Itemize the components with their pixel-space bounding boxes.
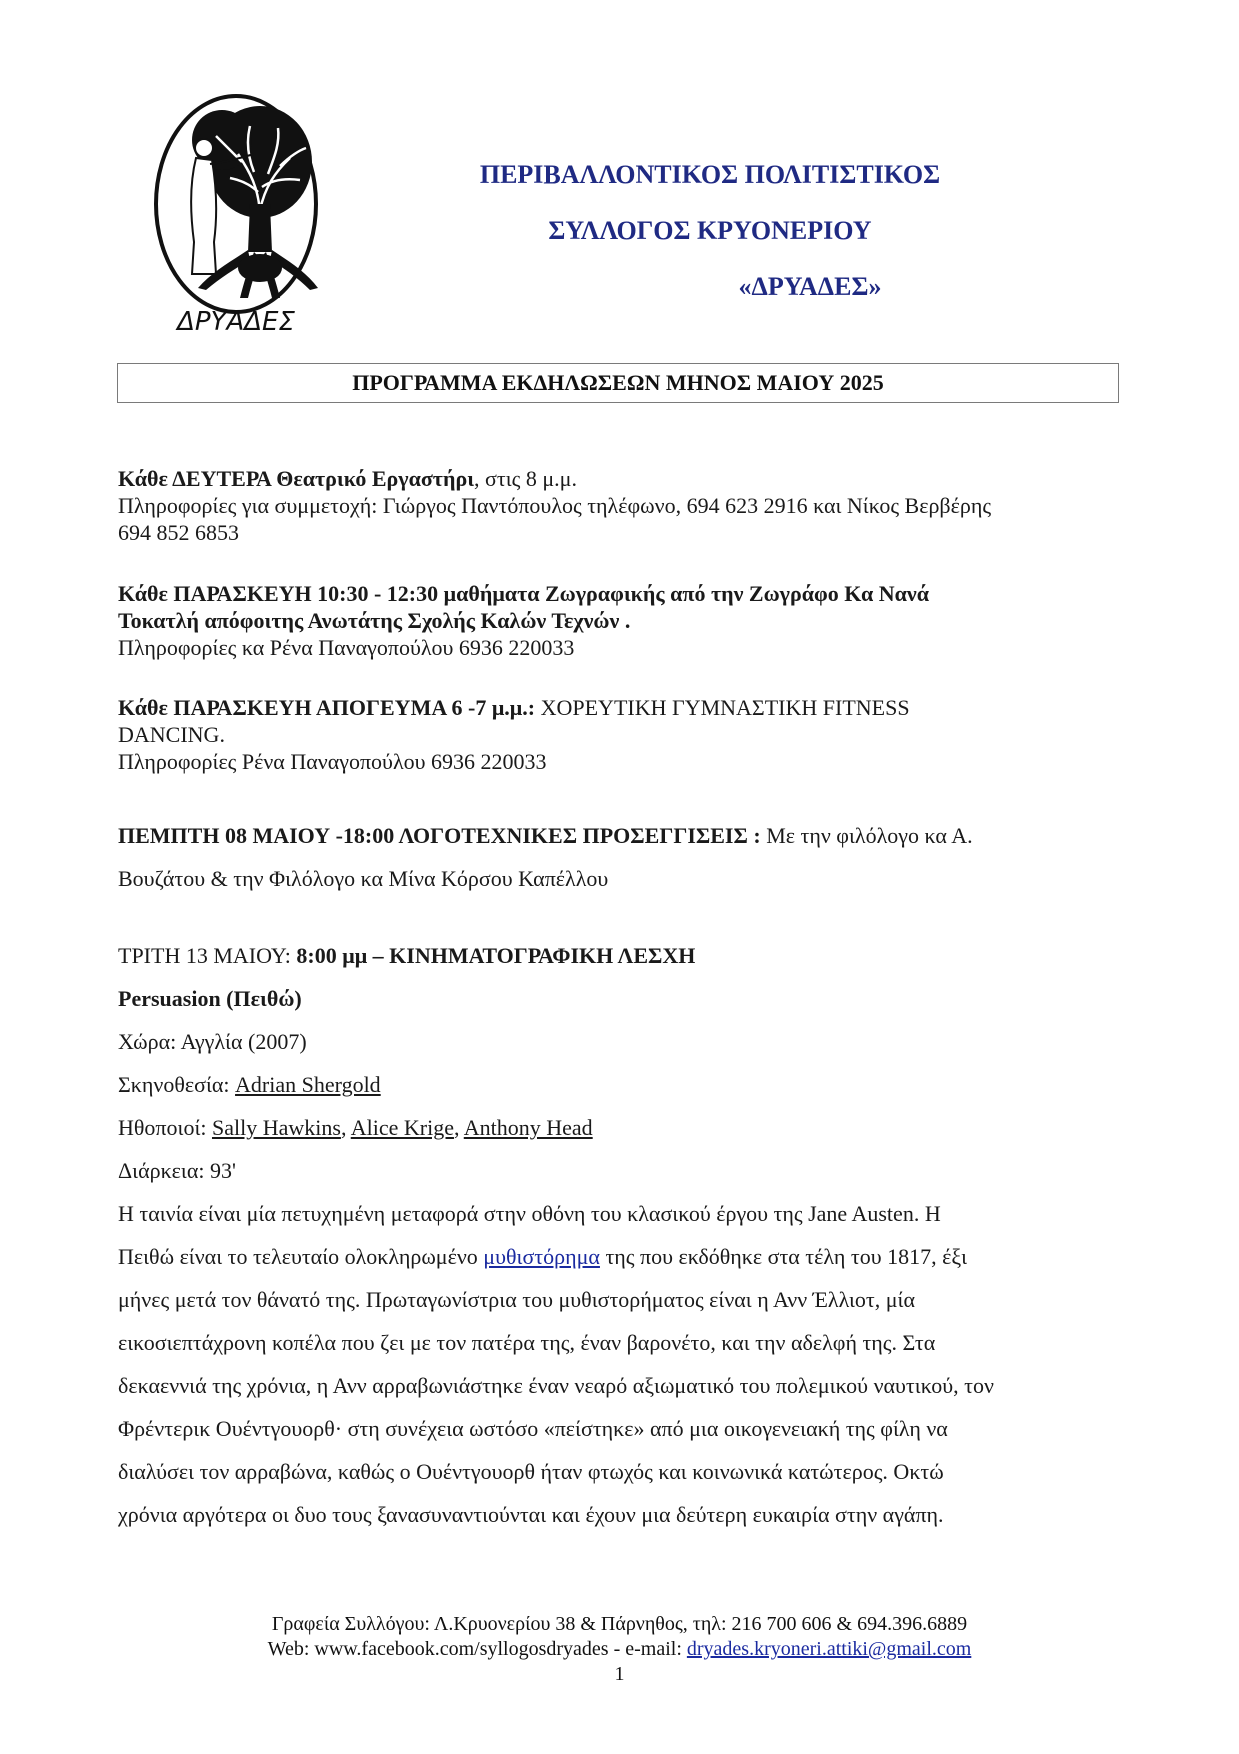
film-country: Χώρα: Αγγλία (2007): [118, 1029, 307, 1054]
actor-link-1[interactable]: Sally Hawkins: [211, 1115, 341, 1140]
film-description-line: δεκαεννιά της χρόνια, η Ανν αρραβωνιάστηκε έναν νεαρό αξιωματικό του πολεμικού ναυτικού, τον: [118, 1373, 994, 1398]
event-literature-speakers: Βουζάτου & την Φιλόλογο κα Μίνα Κόρσου Καπέλλου: [118, 866, 609, 891]
event-theatre-phone: 694 852 6853: [118, 520, 239, 545]
event-theatre-title-line: [118, 465, 1128, 492]
event-cinema: [118, 934, 1128, 1536]
event-dance-info: Πληροφορίες Ρένα Παναγοπούλου 6936 220033: [118, 749, 547, 774]
event-cinema-date: ΤΡΙΤΗ 13 ΜΑΙΟΥ:: [118, 943, 291, 968]
event-dance-activity-cont: DANCING.: [118, 722, 225, 747]
novel-link[interactable]: μυθιστόρημα: [483, 1244, 600, 1269]
film-description-line: Η ταινία είναι μία πετυχημένη μεταφορά στην οθόνη του κλασικού έργου της Jane Austen. Η: [118, 1201, 941, 1226]
event-theatre: [118, 465, 1128, 546]
org-name-line1: ΠΕΡΙΒΑΛΛΟΝΤΙΚΟΣ ΠΟΛΙΤΙΣΤΙΚΟΣ: [479, 160, 941, 189]
actor-separator: ,: [453, 1115, 464, 1140]
event-literature-title: ΠΕΜΠΤΗ 08 ΜΑΙΟΥ -18:00 ΛΟΓΟΤΕΧΝΙΚΕΣ ΠΡΟΣΕΓΓΙΣΕΙΣ :: [118, 823, 761, 848]
event-cinema-time: 8:00 μμ – ΚΙΝΗΜΑΤΟΓΡΑΦΙΚΗ ΛΕΣΧΗ: [290, 943, 696, 968]
event-theatre-info: Πληροφορίες για συμμετοχή: Γιώργος Παντόπουλος τηλέφωνο, 694 623 2916 και Νίκος Βερβέρης: [118, 493, 992, 518]
logo-text: ΔΡΥΑΔΕΣ: [177, 307, 295, 337]
event-literature-speaker: Με την φιλόλογο κα Α.: [760, 823, 973, 848]
dryades-logo: [150, 92, 322, 338]
page-footer: [0, 1612, 1239, 1687]
footer-email-link[interactable]: dryades.kryoneri.attiki@gmail.com: [686, 1638, 972, 1660]
film-duration: Διάρκεια: 93': [118, 1158, 236, 1183]
event-literature: [118, 814, 1128, 900]
film-director-label: Σκηνοθεσία:: [118, 1072, 236, 1097]
program-title: ΠΡΟΓΡΑΜΜΑ ΕΚΔΗΛΩΣΕΩΝ ΜΗΝΟΣ ΜΑΙΟΥ 2025: [117, 363, 1119, 403]
film-actors-label: Ηθοποιοί:: [118, 1115, 212, 1140]
film-director-link[interactable]: Adrian Shergold: [235, 1072, 381, 1097]
footer-address: Γραφεία Συλλόγου: Λ.Κρυονερίου 38 & Πάρνηθος, τηλ: 216 700 606 & 694.396.6889: [271, 1613, 968, 1635]
actor-link-3[interactable]: Anthony Head: [463, 1115, 593, 1140]
footer-web-line: [0, 1637, 1239, 1662]
event-painting-info: Πληροφορίες κα Ρένα Παναγοπούλου 6936 220033: [118, 635, 575, 660]
page-number: 1: [614, 1663, 625, 1685]
film-title: Persuasion (Πειθώ): [118, 986, 302, 1011]
film-description-line: εικοσιεπτάχρονη κοπέλα που ζει με τον πατέρα της, έναν βαρονέτο, και την αδελφή της. Στα: [118, 1330, 936, 1355]
event-dance: [118, 694, 1128, 775]
tree-woman-emblem: [150, 92, 322, 338]
film-description-line: μήνες μετά τον θάνατό της. Πρωταγωνίστρια του μυθιστορήματος είναι η Ανν Έλλιοτ, μία: [118, 1287, 915, 1312]
film-description-line: διαλύσει τον αρραβώνα, καθώς ο Ουέντγουορθ ήταν φτωχός και κοινωνικά κατώτερος. Οκτώ: [118, 1459, 944, 1484]
actor-link-2[interactable]: Alice Krige: [350, 1115, 454, 1140]
event-painting-title-1: Κάθε ΠΑΡΑΣΚΕΥΗ 10:30 - 12:30 μαθήματα Ζωγραφικής από την Ζωγράφο Κα Νανά: [118, 581, 929, 606]
film-director-line: [118, 1063, 1128, 1106]
film-description-line: [118, 1235, 1128, 1278]
event-theatre-time: , στις 8 μ.μ.: [474, 466, 577, 491]
event-painting-title-2: Τοκατλή απόφοιτης Ανωτάτης Σχολής Καλών Τεχνών .: [118, 608, 631, 633]
actor-separator: ,: [340, 1115, 351, 1140]
event-dance-title: Κάθε ΠΑΡΑΣΚΕΥΗ ΑΠΟΓΕΥΜΑ 6 -7 μ.μ.:: [118, 695, 536, 720]
film-description-line: Φρέντερικ Ουέντγουορθ· στη συνέχεια ωστόσο «πείστηκε» από μια οικογενειακή της φίλη να: [118, 1416, 948, 1441]
film-description-text: της που εκδόθηκε στα τέλη του 1817, έξι: [599, 1244, 968, 1269]
event-literature-title-line: [118, 814, 1128, 857]
film-description-line: χρόνια αργότερα οι δυο τους ξανασυναντιούνται και έχουν μια δεύτερη ευκαιρία στην αγάπη.: [118, 1502, 944, 1527]
organization-name: [360, 158, 1060, 326]
event-dance-activity: ΧΟΡΕΥΤΙΚΗ ΓΥΜΝΑΣΤΙΚΗ FITNESS: [535, 695, 910, 720]
org-name-line2: ΣΥΛΛΟΓΟΣ ΚΡΥΟΝΕΡΙΟΥ: [548, 216, 872, 245]
org-name-line3: «ΔΡΥΑΔΕΣ»: [738, 272, 882, 301]
event-painting: [118, 580, 1128, 661]
film-actors-line: [118, 1106, 1128, 1149]
event-theatre-title: Κάθε ΔΕΥΤΕΡΑ Θεατρικό Εργαστήρι: [118, 466, 475, 491]
event-cinema-heading: [118, 934, 1128, 977]
footer-web: Web: www.facebook.com/syllogosdryades - e-mail:: [267, 1638, 687, 1660]
film-description-text: Πειθώ είναι το τελευταίο ολοκληρωμένο: [118, 1244, 484, 1269]
event-dance-title-line: [118, 694, 1128, 721]
